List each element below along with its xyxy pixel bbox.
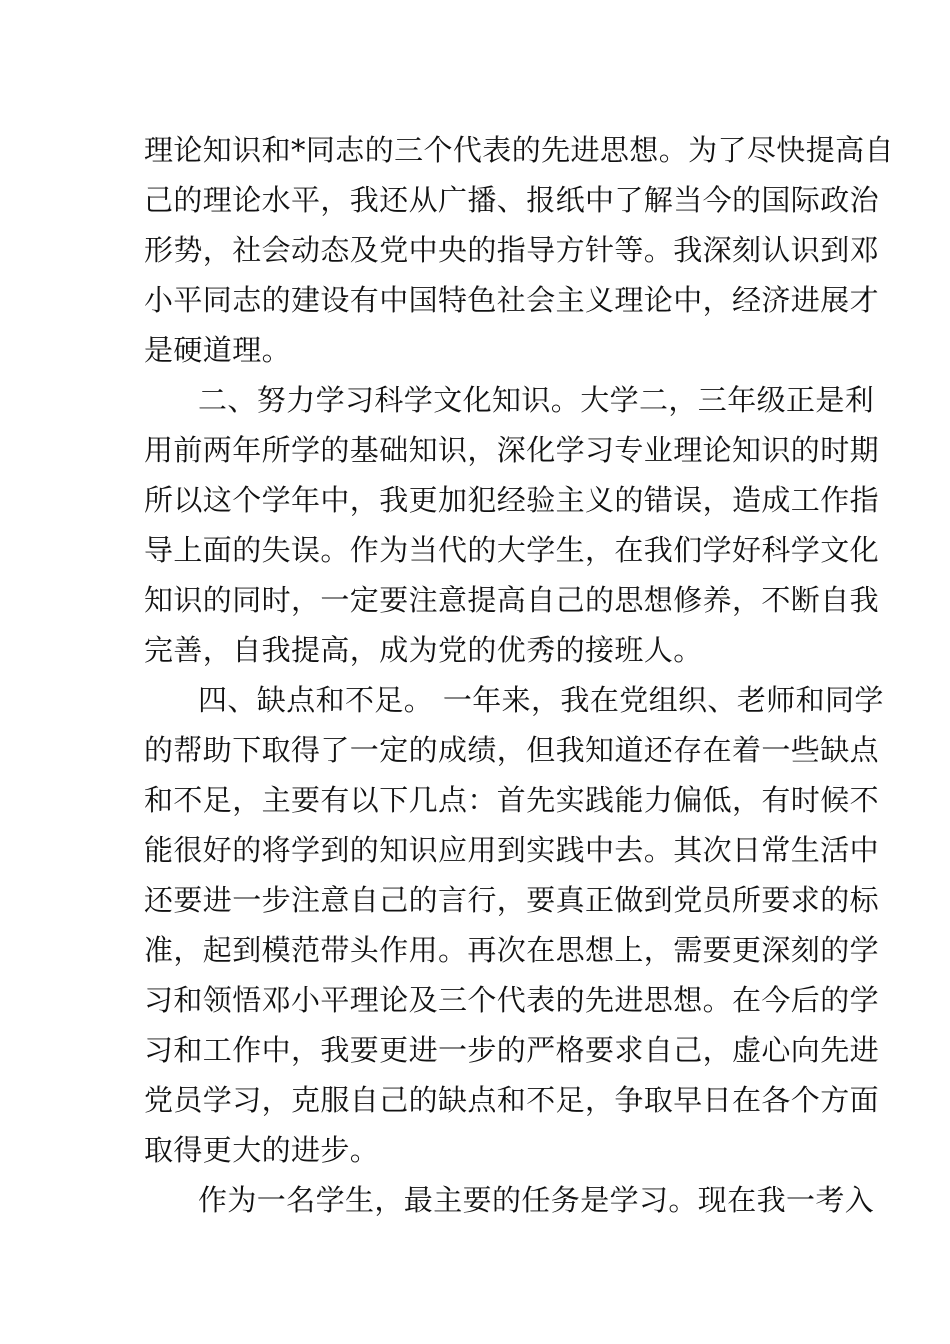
text-line: 准，起到模范带头作用。再次在思想上，需要更深刻的学: [144, 933, 880, 967]
text-line: 能很好的将学到的知识应用到实践中去。其次日常生活中: [144, 833, 880, 867]
text-line: 用前两年所学的基础知识，深化学习专业理论知识的时期: [144, 433, 880, 467]
text-line: 还要进一步注意自己的言行，要真正做到党员所要求的标: [144, 883, 880, 917]
text-line: 是硬道理。: [144, 333, 292, 367]
text-line: 知识的同时，一定要注意提高自己的思想修养，不断自我: [144, 583, 880, 617]
text-line: 习和工作中，我要更进一步的严格要求自己，虚心向先进: [144, 1033, 880, 1067]
paragraph-start-line: 作为一名学生，最主要的任务是学习。现在我一考入: [198, 1183, 875, 1217]
text-line: 取得更大的进步。: [144, 1133, 380, 1167]
text-line: 的帮助下取得了一定的成绩，但我知道还存在着一些缺点: [144, 733, 880, 767]
paragraph-start-line: 二、努力学习科学文化知识。大学二，三年级正是利: [198, 383, 875, 417]
text-line: 完善，自我提高，成为党的优秀的接班人。: [144, 633, 703, 667]
paragraph-start-line: 四、缺点和不足。 一年来，我在党组织、老师和同学: [198, 683, 884, 717]
text-line: 理论知识和*同志的三个代表的先进思想。为了尽快提高自: [144, 133, 894, 167]
text-line: 和不足，主要有以下几点：首先实践能力偏低，有时候不: [144, 783, 880, 817]
text-line: 小平同志的建设有中国特色社会主义理论中，经济进展才: [144, 283, 880, 317]
text-line: 习和领悟邓小平理论及三个代表的先进思想。在今后的学: [144, 983, 880, 1017]
text-line: 党员学习，克服自己的缺点和不足，争取早日在各个方面: [144, 1083, 880, 1117]
text-line: 形势，社会动态及党中央的指导方针等。我深刻认识到邓: [144, 233, 880, 267]
text-line: 己的理论水平，我还从广播、报纸中了解当今的国际政治: [144, 183, 880, 217]
text-line: 所以这个学年中，我更加犯经验主义的错误，造成工作指: [144, 483, 880, 517]
text-line: 导上面的失误。作为当代的大学生，在我们学好科学文化: [144, 533, 880, 567]
